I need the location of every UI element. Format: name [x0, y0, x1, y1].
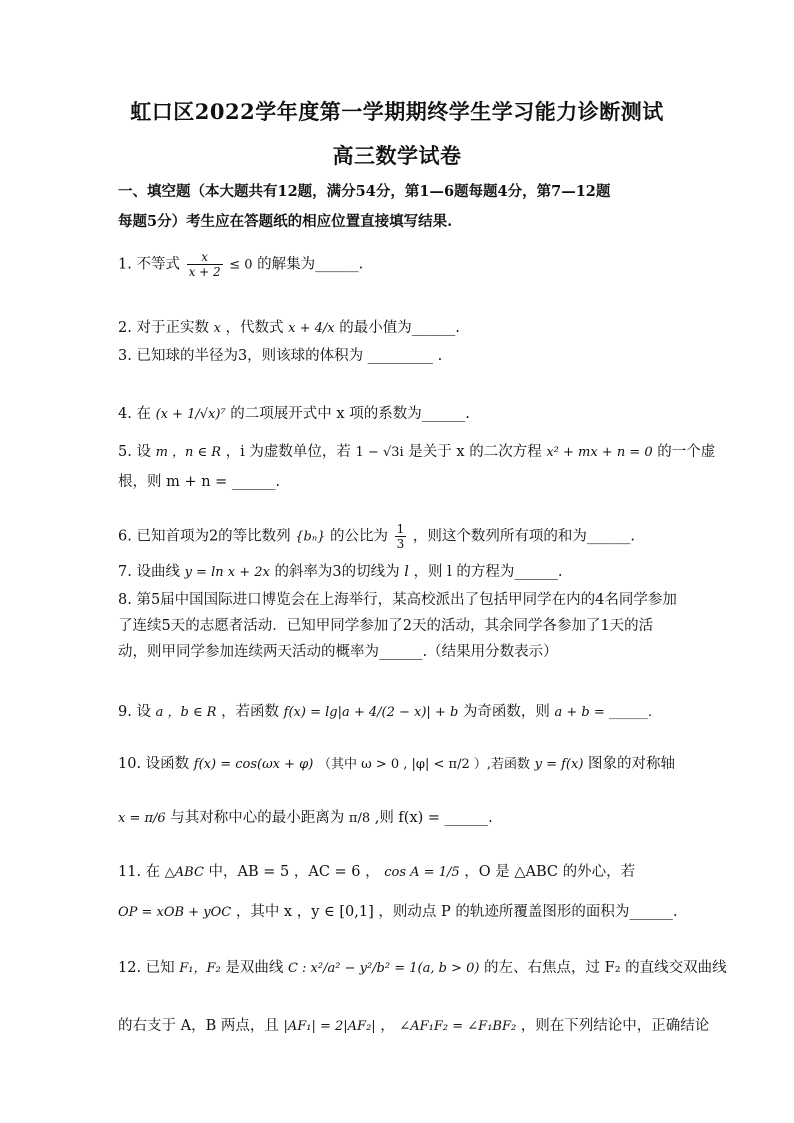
question-6: 6. 已知首项为2的等比数列 {bₙ} 的公比为 $\frac{1}{3}$ ，则这个数列所有项的和为______.	[118, 522, 635, 551]
expression: x + 4/x	[288, 321, 335, 336]
question-8-line2: 了连续5天的志愿者活动．已知甲同学参加了2天的活动，其余同学各参加了1天的活	[118, 618, 654, 634]
question-8-line3: 动，则甲同学参加连续两天活动的概率为______.（结果用分数表示）	[118, 644, 558, 660]
question-8-line1: 8. 第5届中国国际进口博览会在上海举行，某高校派出了包括甲同学在内的4名同学参加	[118, 592, 677, 608]
section-heading-line2: 每题5分）考生应在答题纸的相应位置直接填写结果.	[118, 213, 453, 230]
question-2: 2. 对于正实数 x ，代数式 x + 4/x 的最小值为______.	[118, 320, 460, 336]
fraction: $\frac{1}{3}$	[396, 522, 405, 551]
fraction: $\frac{x}{x + 2}$	[188, 250, 221, 279]
page-subtitle: 高三数学试卷	[332, 143, 462, 168]
page-title: 虹口区2022学年度第一学期期终学生学习能力诊断测试	[130, 99, 664, 124]
section-heading-line1: 一、填空题（本大题共有12题，满分54分，第1—6题每题4分，第7—12题	[118, 183, 611, 200]
question-5-line2: 根，则 m + n = ______.	[118, 474, 281, 490]
expression: f(x) = lg|a + 4/(2 − x)| + b	[283, 705, 459, 720]
question-4: 4. 在 (x + 1/√x)⁷ 的二项展开式中 x 项的系数为______.	[118, 406, 470, 422]
question-5-line1: 5. 设 m ，n ∈ R ，i 为虚数单位，若 1 − √3i 是关于 x 的二次方程 x² + mx + n = 0 的一个虚	[118, 444, 716, 460]
question-12-line2: 的右支于 A，B 两点，且 |AF₁| = 2|AF₂| ， ∠AF₁F₂ = ∠F₁BF₂ ，则在下列结论中，正确结论	[118, 1018, 710, 1034]
question-11-line1: 11. 在 △ABC 中，AB = 5 ，AC = 6 ， cos A = 1/5 ，O 是 △ABC 的外心，若	[118, 864, 636, 880]
question-12-line1: 12. 已知 F₁，F₂ 是双曲线 C : x²/a² − y²/b² = 1(a, b > 0) 的左、右焦点，过 F₂ 的直线交双曲线	[118, 960, 727, 976]
question-7: 7. 设曲线 y = ln x + 2x 的斜率为3的切线为 l ，则 l 的方程为______.	[118, 564, 563, 580]
expression: (x + 1/√x)⁷	[155, 407, 226, 422]
question-9: 9. 设 a ，b ∈ R ，若函数 f(x) = lg|a + 4/(2 − x)| + b 为奇函数，则 a + b = ______.	[118, 704, 653, 720]
question-1: 1. 不等式 $\frac{x}{x + 2}$ ≤ 0 的解集为______.	[118, 250, 364, 279]
question-11-line2: OP = xOB + yOC ，其中 x ，y ∈ [0,1] ，则动点 P 的轨迹所覆盖图形的面积为______.	[118, 904, 678, 920]
question-3: 3. 已知球的半径为3，则该球的体积为 _________ .	[118, 348, 443, 364]
question-10-line2: x = π/6 与其对称中心的最小距离为 π/8 ,则 f(x) = ______.	[118, 810, 493, 826]
question-10-line1: 10. 设函数 f(x) = cos(ωx + φ) （其中 ω > 0 , |φ| < π/2 ）,若函数 y = f(x) 图象的对称轴	[118, 756, 676, 772]
